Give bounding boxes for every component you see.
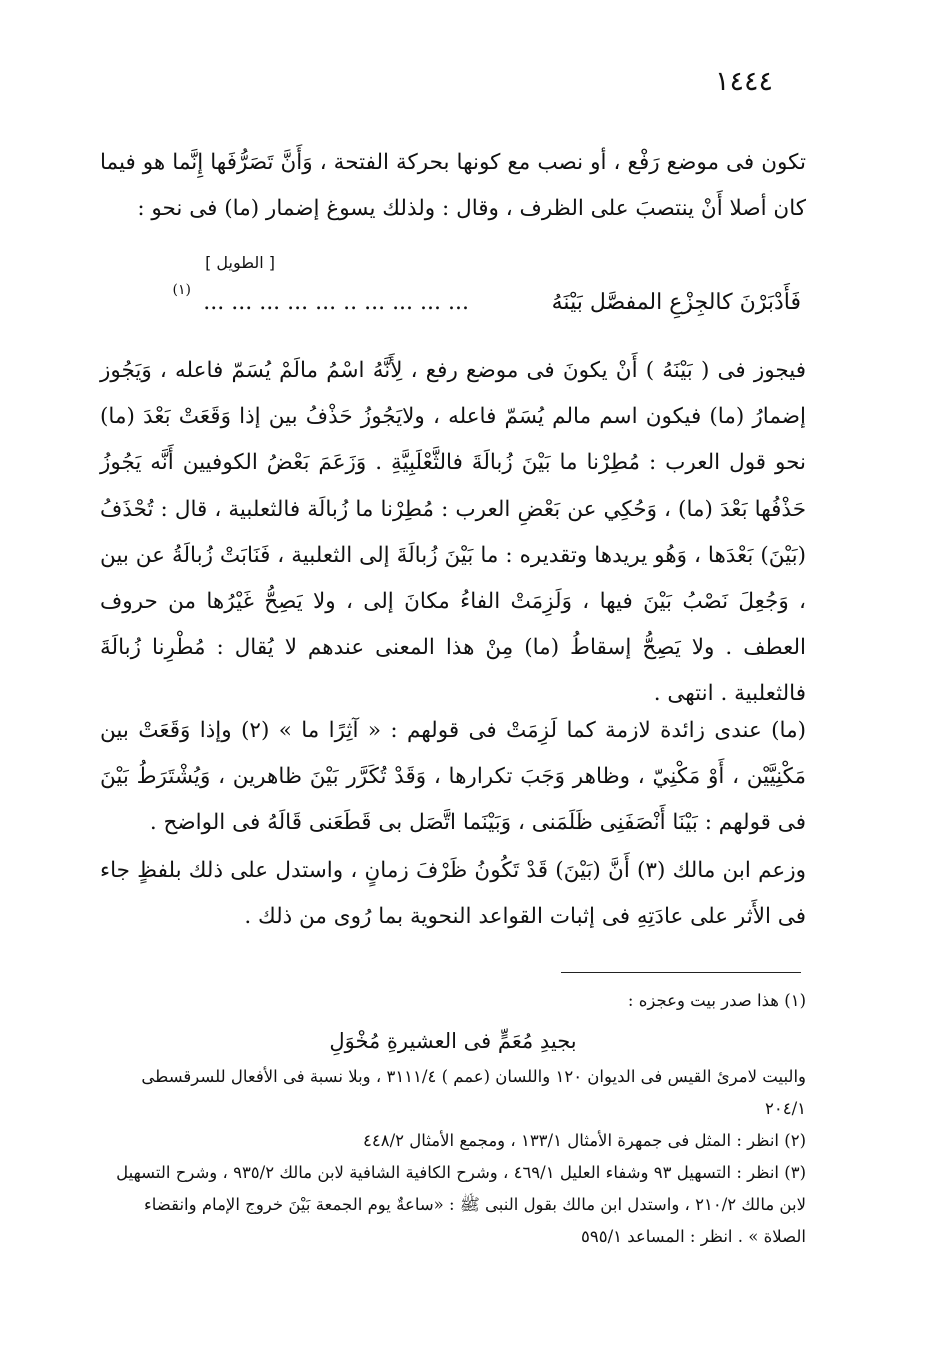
verse [141,282,801,330]
paragraph-2: فيجوز فى ( بَيْنَهُ ) أَنْ يكونَ فى موضع رفع ، لِأَنَّهُ اسْمُ مالَمْ يُسَمّ فاعله ، وَيَجُوز إضمارُ (ما) فيكون اسم مالم يُسَمّ فاعله ، ولايَجُوزُ حَذْفُ بين إذا وَقَعَتْ بَعْدَ (ما) نحو قول العرب : مُطِرْنا ما بَيْنَ زُبالَةَ فالثَّعْلَبِيَّةِ . وَزَعَمَ بَعْضُ الكوفيين أَنَّه يَجُوزُ حَذْفُها بَعْدَ (ما) ، وَحُكِي عن بَعْضِ العرب : مُطِرْنا ما زُبالَة فالثعلبية ، قال : تُحْذَفُ (بَيْنَ) بَعْدَها ، وَهُو يريدها وتقديره : ما بَيْنَ زُبالَةَ إلى الثعلبية ، فَنَابَتْ زُبالَةُ عن بين ، وَجُعِلَ نَصْبُ بَيْنَ فيها ، وَلَزِمَتْ الفاءُ مكانَ إلى ، ولا يَصِحُّ غَيْرُها من حروف العطف . ولا يَصِحُّ إسقاطُ (ما) مِنْ هذا المعنى عندهم لا يُقال : مُطْرِنا زُبالَةَ فالثعلبية . انتهى . [100,358,806,707]
verse-footnote-ref: (١) [172,282,191,298]
paragraph-3: (ما) عندى زائدة لازمة كما لَزِمَتْ فى قولهم : « آثِرًا ما » (٢) وإذا وَقَعَتْ بين مَكْنِيَّيْن ، أَوْ مَكْنِيّ ، وظاهر وَجَبَ تكرارها ، وَقَدْ تُكَرَّر بَيْنَ ظاهرين ، وَيُشْتَرَطُ بَيْنَ فى قولهم : بَيْنَا أَنْصَفَنِى ظَلَمَنى ، وَبَيْنَما اتَّصَل بى قَطَعَنى قَالَهُ فى الواضح . [100,718,807,836]
meter-label: [ الطويل ] [205,253,275,272]
page-number: ١٤٤٤ [715,66,774,97]
verse-line: فَأَدْبَرْنَ كالجِزْعِ المفصَّل بَيْنَهُ [551,290,801,315]
paragraph-1: تكون فى موضع رَفْع ، أو نصب مع كونها بحركة الفتحة ، وَأَنَّ تَصَرُّفَها إِنَّما هو فيما كان أصلا أَنْ ينتصبَ على الظرف ، وقال : ولذلك يسوغ إضمار (ما) فى نحو : [100,150,806,222]
footnote-1-verse: بجيدِ مُعَمٍّ فى العشيرةِ مُخْوَلِ [329,1029,577,1053]
footnote-1-source: والبيت لامرئ القيس فى الديوان ١٢٠ واللسان (عمم ) ٣١١١/٤ ، وبلا نسبة فى الأفعال للسرقسطى ٢٠٤/١ [141,1067,806,1118]
footnote-1-intro: (١) هذا صدر بيت وعجزه : [627,991,806,1010]
footnotes [100,985,806,1253]
paragraph-4: وزعم ابن مالك (٣) أَنَّ (بَيْنَ) قَدْ تَكُونُ ظَرْفَ زمانٍ ، واستدل على ذلك بلفظٍ جاء فى الأَثر على عادَتِهِ فى إثبات القواعد النحوية بما رُوى من ذلك . [100,858,807,930]
paragraph-block-4 [100,848,806,940]
footnote-3: (٣) انظر : التسهيل ٩٣ وشفاء العليل ٤٦٩/١ ، وشرح الكافية الشافية لابن مالك ٩٣٥/٢ ، وشرح التسهيل لابن مالك ٢١٠/٢ ، واستدل ابن مالك بقول النبى ﷺ : «ساعةٌ يوم الجمعة بَيْنَ خروج الإمام وانقضاء الصلاة » . انظر : المساعد ٥٩٥/١ [116,1163,806,1246]
paragraph-block-3 [100,708,806,847]
footnote-2: (٢) انظر : المثل فى جمهرة الأمثال ١٣٣/١ ، ومجمع الأمثال ٤٤٨/٢ [363,1131,806,1150]
verse-dots: ... ... ... ... .. ... ... ... ... ... [203,290,469,315]
paragraph-block-2 [100,348,806,718]
paragraph-intro [100,140,806,232]
footnote-divider [561,972,801,973]
